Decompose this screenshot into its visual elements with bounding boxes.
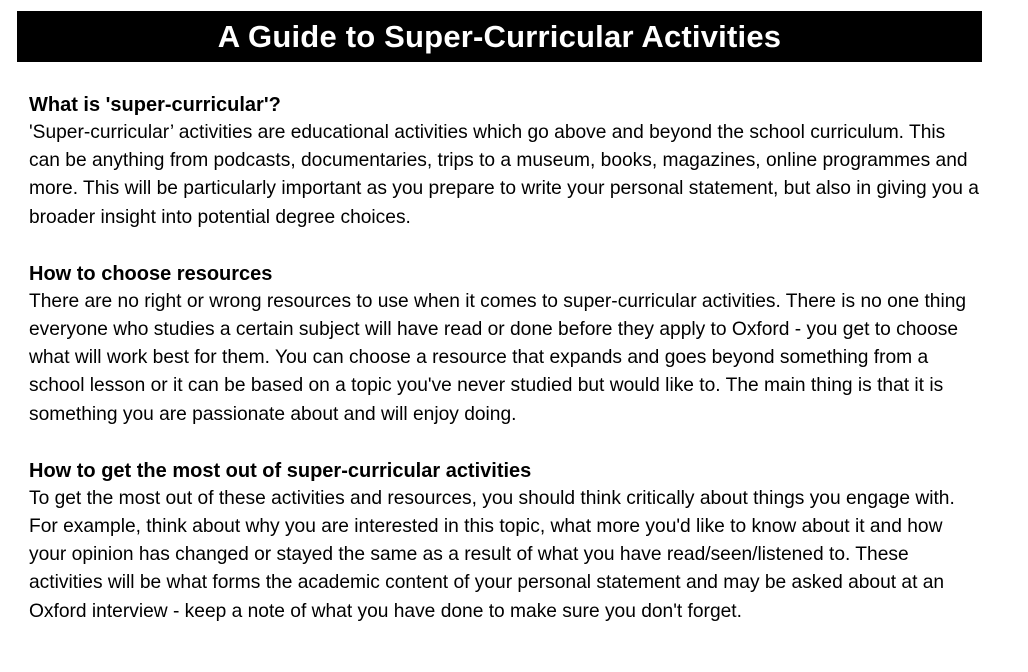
title-banner bbox=[17, 11, 982, 62]
section-heading: What is 'super-curricular'? bbox=[29, 94, 281, 116]
document-title: A Guide to Super-Curricular Activities bbox=[217, 18, 782, 54]
section-paragraph: To get the most out of these activities and resources, you should think critically about things you engage with. For example, think about why you are interested in this topic, what more you'd like to know about it and how your opinion has changed or stayed the same as a result of what you have read/seen/listened to. These activities will be what forms the academic content of your personal statement and may be asked about at an Oxford interview - keep a note of what you have done to make sure you don't forget. bbox=[29, 487, 955, 622]
section-how-to-choose-resources bbox=[29, 260, 979, 429]
section-paragraph: There are no right or wrong resources to use when it comes to super-curricular activities. There is no one thing everyone who studies a certain subject will have read or done before they apply to Oxford - you get to choose what will work best for them. You can choose a resource that expands and goes beyond something from a school lesson or it can be based on a topic you've never studied but would like to. The main thing is that it is something you are passionate about and will enjoy doing. bbox=[29, 290, 967, 425]
section-what-is-super-curricular bbox=[29, 91, 979, 232]
section-heading: How to choose resources bbox=[29, 262, 273, 285]
section-heading: How to get the most out of super-curricular activities bbox=[29, 459, 532, 482]
section-how-to-get-the-most-out bbox=[29, 457, 979, 626]
section-paragraph: 'Super-curricular’ activities are educational activities which go above and beyond the school curriculum. This can be anything from podcasts, documentaries, trips to a museum, books, magazines, online programmes and more. This will be particularly important as you prepare to write your personal statement, but also in giving you a broader insight into potential degree choices. bbox=[29, 122, 979, 228]
document-body bbox=[29, 91, 979, 654]
